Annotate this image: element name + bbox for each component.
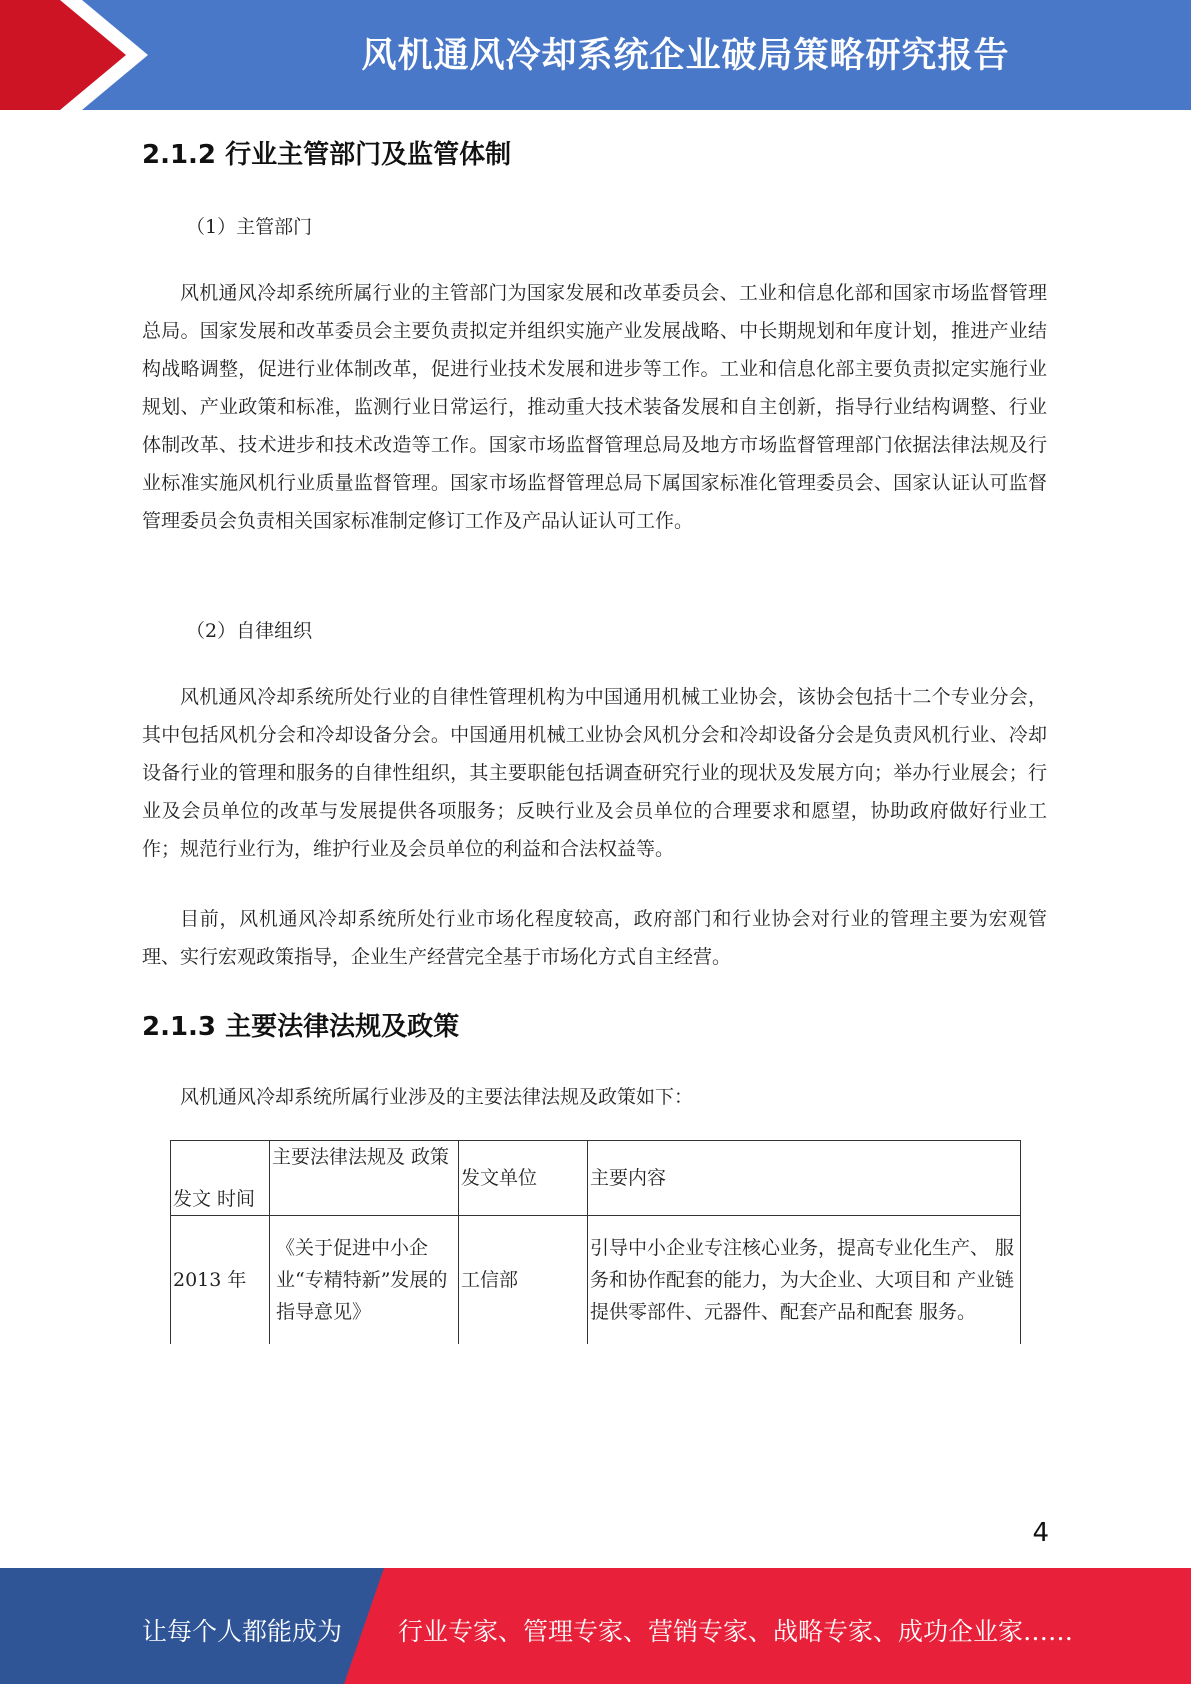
section-heading-2-1-3: 2.1.3 主要法律法规及政策	[142, 1012, 460, 1042]
subheading-competent-department: （1）主管部门	[186, 216, 313, 238]
section-heading-2-1-2: 2.1.2 行业主管部门及监管体制	[142, 140, 512, 170]
footer-slogan-left: 让每个人都能成为	[142, 1617, 343, 1646]
header-cell-policy: 主要法律法规及 政策	[270, 1141, 459, 1216]
policy-table	[170, 1140, 1021, 1344]
subheading-self-regulatory: （2）自律组织	[186, 620, 313, 642]
cell-policy: 《关于促进中小企业“专精特新”发展的指导意见》	[270, 1216, 459, 1345]
paragraph-self-regulatory: 风机通风冷却系统所处行业的自律性管理机构为中国通用机械工业协会，该协会包括十二个专业分会，其中包括风机分会和冷却设备分会。中国通用机械工业协会风机分会和冷却设备分会是负责风机行业、冷却设备行业的管理和服务的自律性组织，其主要职能包括调查研究行业的现状及发展方向；举办行业展会；行业及会员单位的改革与发展提供各项服务；反映行业及会员单位的合理要求和愿望，协助政府做好行业工作；规范行业行为，维护行业及会员单位的利益和合法权益等。	[142, 686, 1047, 860]
table-row	[171, 1216, 1021, 1345]
cell-issuer: 工信部	[459, 1216, 588, 1345]
header-cell-time: 发文 时间	[171, 1141, 270, 1216]
table-header-row	[171, 1141, 1021, 1216]
header-arrow-decoration	[0, 0, 160, 110]
report-title: 风机通风冷却系统企业破局策略研究报告	[361, 36, 1010, 76]
paragraph-policy-intro: 风机通风冷却系统所属行业涉及的主要法律法规及政策如下：	[180, 1086, 694, 1108]
header-cell-content: 主要内容	[588, 1141, 1021, 1216]
cell-content: 引导中小企业专注核心业务，提高专业化生产、 服务和协作配套的能力，为大企业、大项目和 产业链提供零部件、元器件、配套产品和配套 服务。	[588, 1216, 1021, 1345]
page-number: 4	[1032, 1518, 1049, 1548]
paragraph-market-status: 目前，风机通风冷却系统所处行业市场化程度较高，政府部门和行业协会对行业的管理主要为宏观管理、实行宏观政策指导，企业生产经营完全基于市场化方式自主经营。	[142, 908, 1047, 968]
page-header	[0, 0, 1191, 110]
footer-slogan-right: 行业专家、管理专家、营销专家、战略专家、成功企业家……	[398, 1617, 1074, 1646]
cell-time: 2013 年	[171, 1216, 270, 1345]
header-cell-issuer: 发文单位	[459, 1141, 588, 1216]
page-footer	[0, 1568, 1191, 1684]
paragraph-competent-department: 风机通风冷却系统所属行业的主管部门为国家发展和改革委员会、工业和信息化部和国家市场监督管理总局。国家发展和改革委员会主要负责拟定并组织实施产业发展战略、中长期规划和年度计划，推进产业结构战略调整，促进行业体制改革，促进行业技术发展和进步等工作。工业和信息化部主要负责拟定实施行业规划、产业政策和标准，监测行业日常运行，推动重大技术装备发展和自主创新，指导行业结构调整、行业体制改革、技术进步和技术改造等工作。国家市场监督管理总局及地方市场监督管理部门依据法律法规及行业标准实施风机行业质量监督管理。国家市场监督管理总局下属国家标准化管理委员会、国家认证认可监督管理委员会负责相关国家标准制定修订工作及产品认证认可工作。	[142, 282, 1047, 532]
